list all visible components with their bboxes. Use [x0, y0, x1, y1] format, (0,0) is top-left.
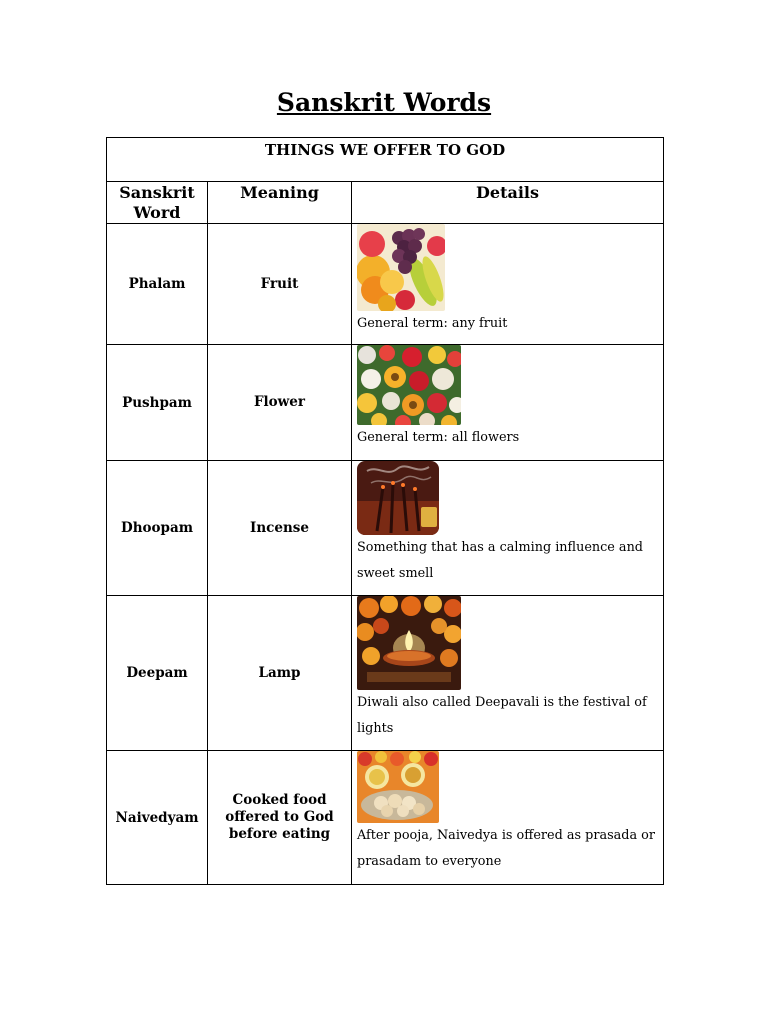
meaning: Incense: [208, 461, 352, 596]
sanskrit-word: Naivedyam: [107, 751, 208, 885]
meaning: Flower: [208, 345, 352, 461]
meaning: Cooked food offered to God before eating: [208, 751, 352, 885]
header-meaning: Meaning: [208, 182, 352, 224]
sanskrit-word: Dhoopam: [107, 461, 208, 596]
page-title: Sanskrit Words: [276, 88, 492, 117]
sanskrit-word: Deepam: [107, 596, 208, 751]
details-text: After pooja, Naivedya is offered as prasada or prasadam to everyone: [357, 828, 655, 869]
fruit-photo-icon: [357, 224, 445, 311]
lamp-photo-icon: [357, 596, 461, 690]
food-photo-icon: [357, 751, 439, 823]
table-row: [107, 345, 664, 461]
table-header-row: [107, 182, 664, 224]
table-row: [107, 224, 664, 345]
header-sanskrit-word: Sanskrit Word: [107, 182, 208, 224]
details-text: General term: all flowers: [357, 430, 520, 445]
incense-photo-icon: [357, 461, 439, 535]
meaning: Fruit: [208, 224, 352, 345]
details-cell: [352, 224, 664, 345]
details-cell: [352, 345, 664, 461]
details-text: General term: any fruit: [357, 316, 508, 331]
sanskrit-word: Phalam: [107, 224, 208, 345]
table-caption-row: [107, 138, 664, 182]
details-cell: [352, 596, 664, 751]
flowers-photo-icon: [357, 345, 461, 425]
header-details: Details: [352, 182, 664, 224]
details-text: Diwali also called Deepavali is the festival of lights: [357, 695, 647, 736]
meaning: Lamp: [208, 596, 352, 751]
table-row: [107, 461, 664, 596]
details-text: Something that has a calming influence and sweet smell: [357, 540, 643, 581]
details-cell: [352, 461, 664, 596]
details-cell: [352, 751, 664, 885]
table-caption: THINGS WE OFFER TO GOD: [107, 138, 664, 182]
sanskrit-word: Pushpam: [107, 345, 208, 461]
offerings-table: [106, 137, 664, 885]
table-row: [107, 596, 664, 751]
table-row: [107, 751, 664, 885]
